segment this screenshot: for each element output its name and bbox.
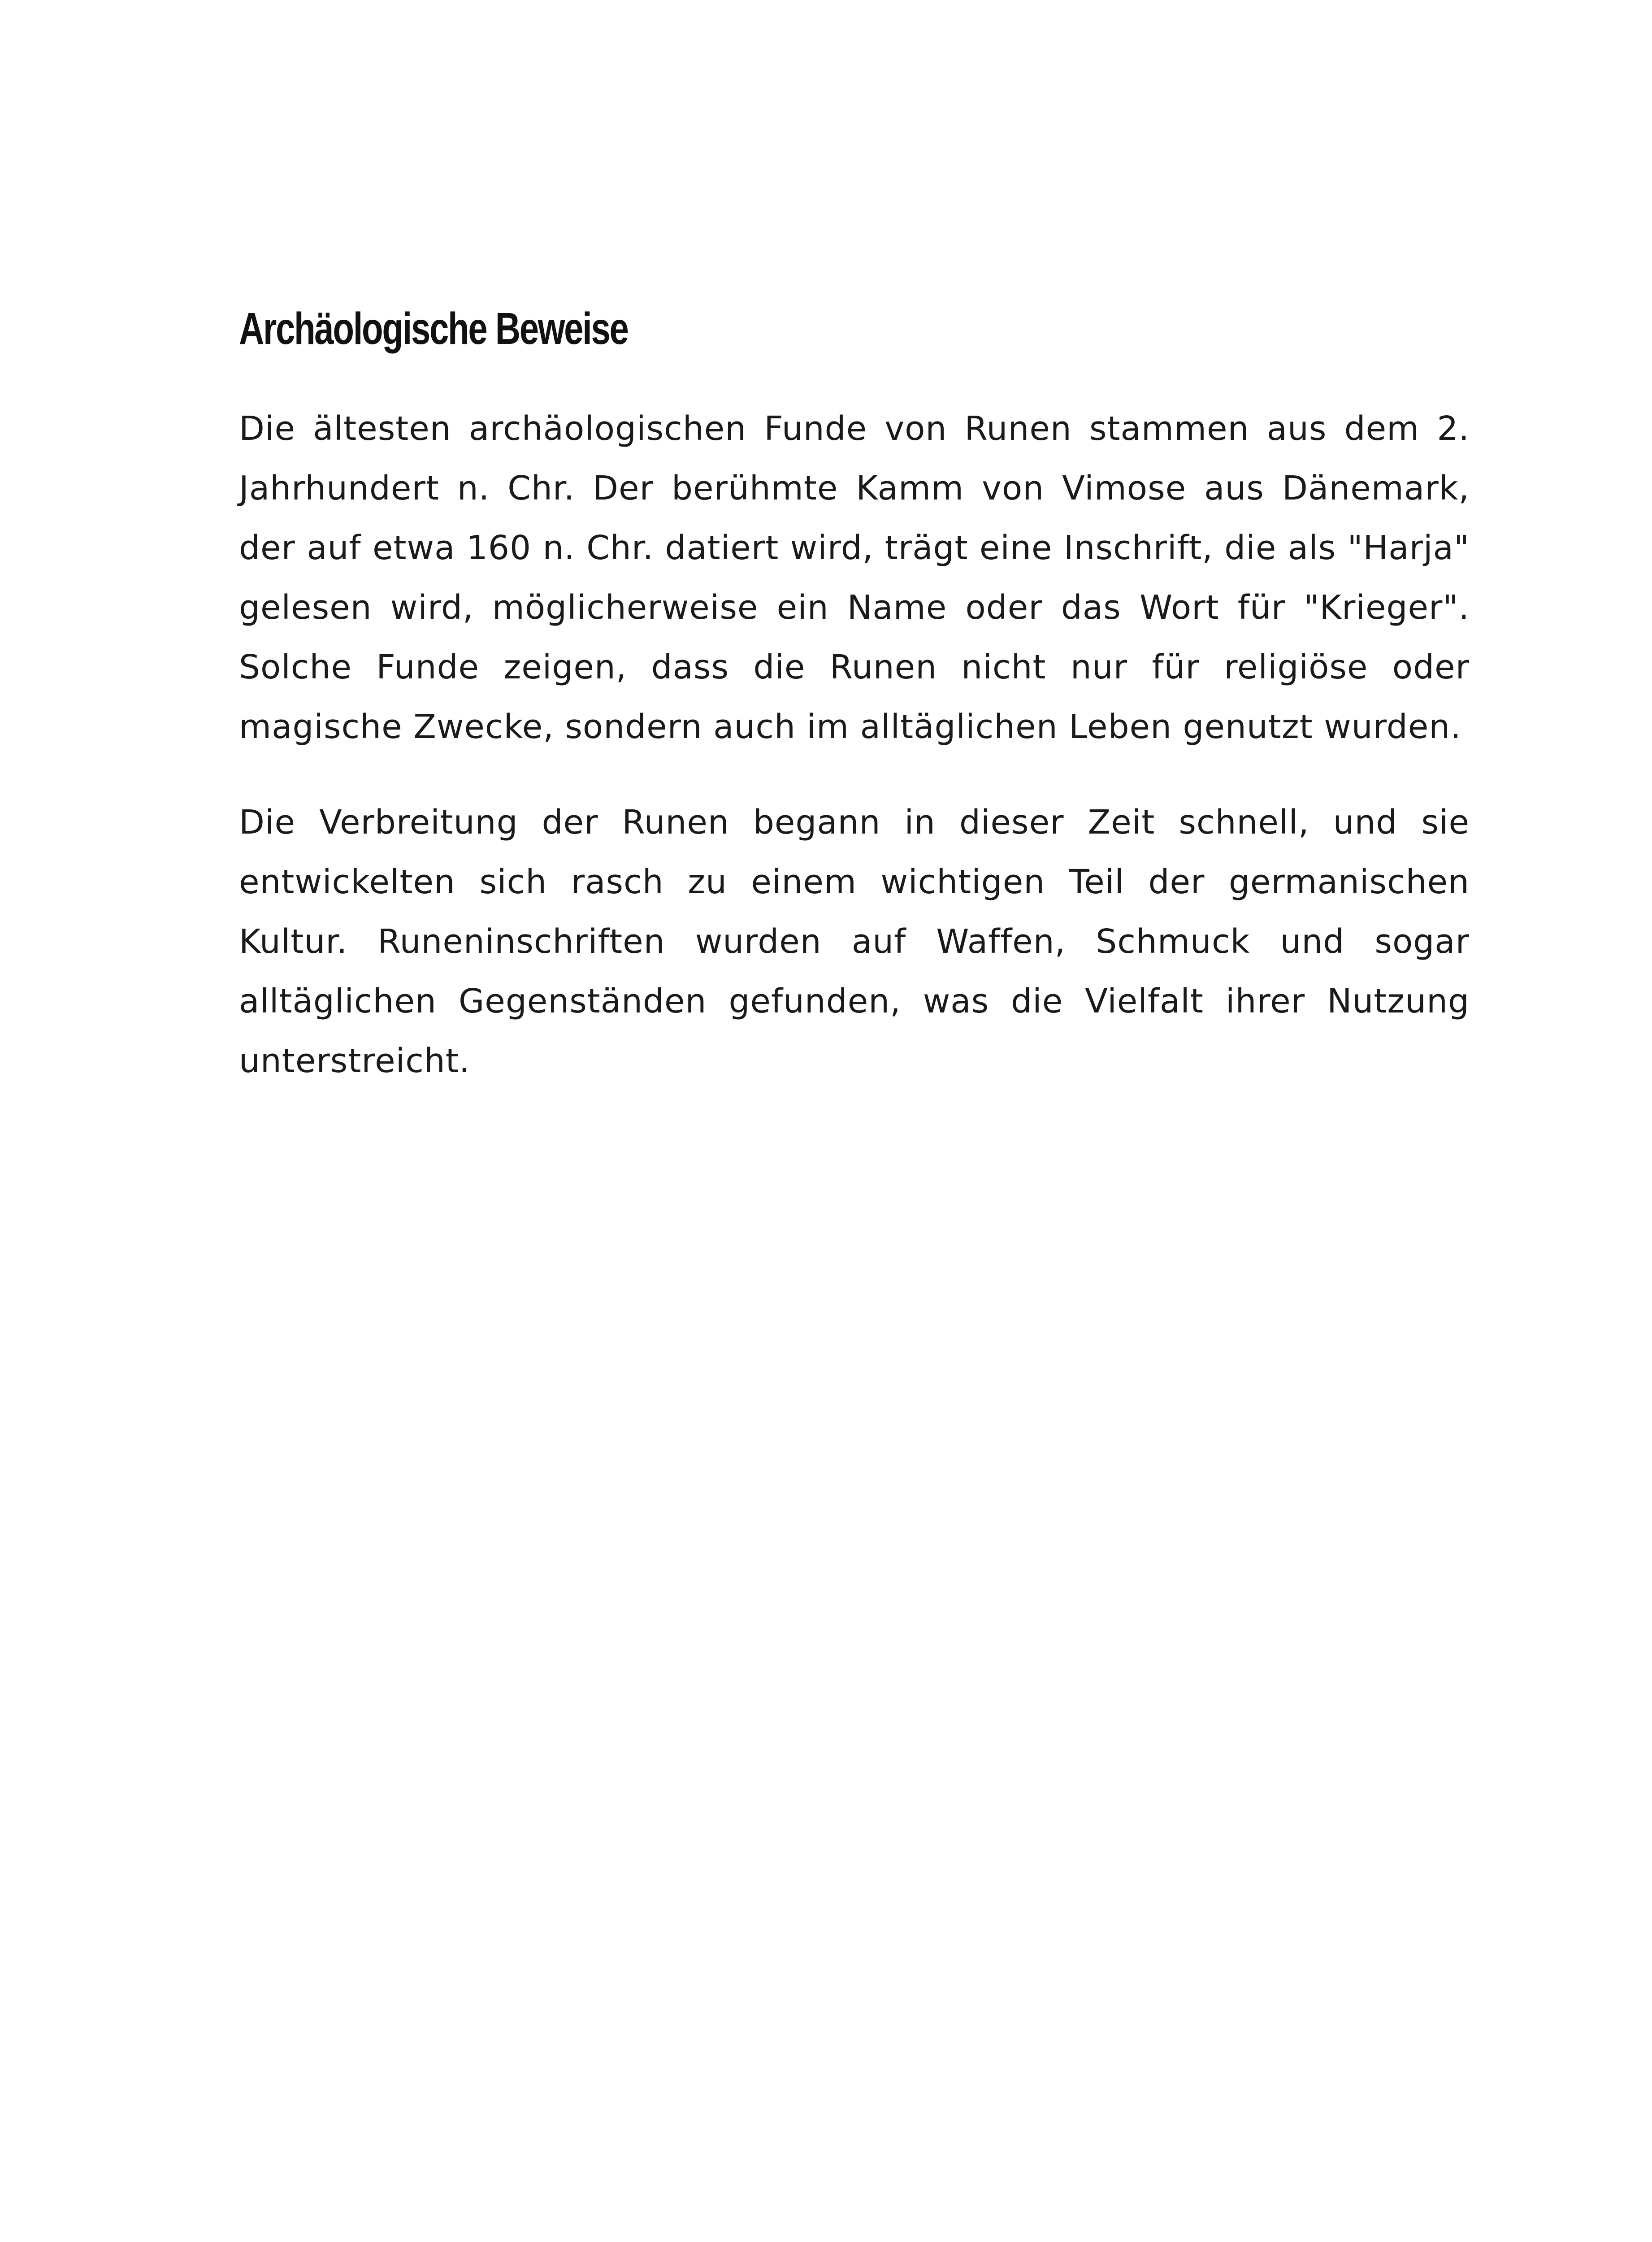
section-heading: Archäologische Beweise (239, 304, 628, 354)
body-paragraph-2: Die Verbreitung der Runen begann in dieser Zeit schnell, und sie entwickelten sich rasch zu einem wichtigen Teil der germanischen Kultur. Runeninschriften wurden auf Waffen, Schmuck und sogar alltäglichen Gegenständen gefunden, was die Vielfalt ihrer Nutzung unterstreicht. (239, 803, 1470, 1080)
body-paragraph-1: Die ältesten archäologischen Funde von Runen stammen aus dem 2. Jahrhundert n. Chr. Der berühmte Kamm von Vimose aus Dänemark, der auf etwa 160 n. Chr. datiert wird, trägt eine Inschrift, die als "Harja" gelesen wird, möglicherweise ein Name oder das Wort für "Krieger". Solche Funde zeigen, dass die Runen nicht nur für religiöse oder magische Zwecke, sondern auch im alltäglichen Leben genutzt wurden. (239, 409, 1470, 746)
